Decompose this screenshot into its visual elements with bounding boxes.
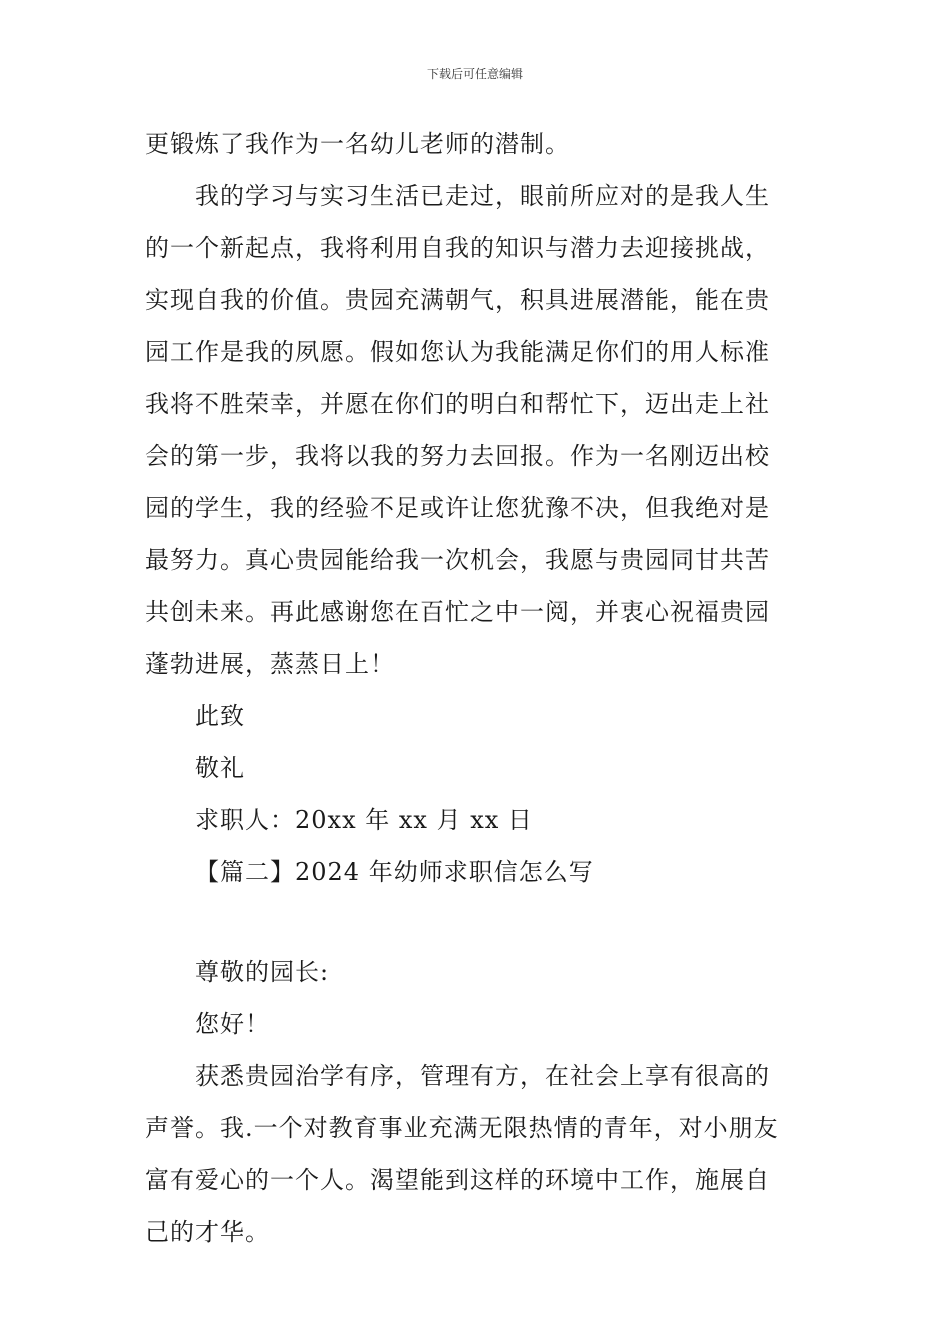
paragraph-line: 富有爱心的一个人。渴望能到这样的环境中工作，施展自 <box>145 1166 770 1194</box>
paragraph-line: 我的学习与实习生活已走过，眼前所应对的是我人生 <box>195 182 770 210</box>
paragraph-line: 园工作是我的夙愿。假如您认为我能满足你们的用人标准 <box>145 338 770 366</box>
paragraph-line: 实现自我的价值。贵园充满朝气，积具进展潜能，能在贵 <box>145 286 770 314</box>
page-header-note: 下载后可任意编辑 <box>426 67 523 81</box>
applicant-date-line: 求职人：20xx 年 xx 月 xx 日 <box>195 806 533 834</box>
spacer <box>145 898 810 946</box>
paragraph-line: 最努力。真心贵园能给我一次机会，我愿与贵园同甘共苦 <box>145 546 770 574</box>
paragraph-line: 更锻炼了我作为一名幼儿老师的潜制。 <box>145 130 570 158</box>
paragraph-line: 的一个新起点，我将利用自我的知识与潜力去迎接挑战， <box>145 234 770 262</box>
paragraph-line: 我将不胜荣幸，并愿在你们的明白和帮忙下，迈出走上社 <box>145 390 770 418</box>
document-body <box>145 118 810 1258</box>
paragraph-line: 蓬勃进展，蒸蒸日上！ <box>145 650 395 678</box>
closing-regards: 敬礼 <box>195 754 245 782</box>
letter-salutation: 尊敬的园长: <box>195 958 330 986</box>
greeting: 您好！ <box>195 1010 270 1038</box>
section-heading: 【篇二】2024 年幼师求职信怎么写 <box>195 858 594 886</box>
paragraph-line: 声誉。我.一个对教育事业充满无限热情的青年，对小朋友 <box>145 1114 779 1142</box>
paragraph-line: 获悉贵园治学有序，管理有方，在社会上享有很高的 <box>195 1062 770 1090</box>
paragraph-line: 己的才华。 <box>145 1218 270 1246</box>
paragraph-line: 共创未来。再此感谢您在百忙之中一阅，并衷心祝福贵园 <box>145 598 770 626</box>
paragraph-line: 会的第一步，我将以我的努力去回报。作为一名刚迈出校 <box>145 442 770 470</box>
closing-salutation: 此致 <box>195 702 245 730</box>
paragraph-line: 园的学生，我的经验不足或许让您犹豫不决，但我绝对是 <box>145 494 770 522</box>
